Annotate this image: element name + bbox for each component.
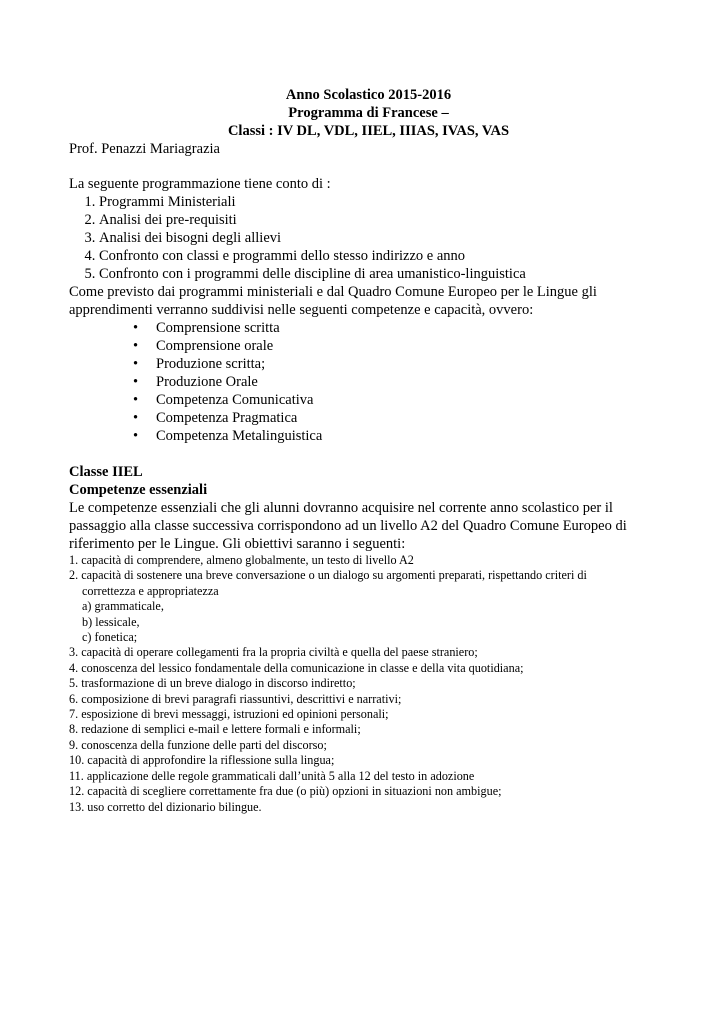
list-item: 3. Analisi dei bisogni degli allievi (99, 229, 669, 247)
list-item-label: Produzione Orale (156, 374, 258, 390)
objective-item: 1. capacità di comprendere, almeno globalmente, un testo di livello A2 (69, 553, 414, 567)
competences-intro-line: apprendimenti verranno suddivisi nelle seguenti competenze e capacità, ovvero: (69, 302, 534, 318)
objective-subitem: a) grammaticale, (82, 599, 164, 614)
list-item-label: Competenza Metalinguistica (156, 428, 323, 444)
list-item (133, 391, 669, 409)
program-heading: Programma di Francese – (288, 105, 449, 121)
objective-item: 11. applicazione delle regole grammaticali dall’unità 5 alla 12 del testo in adozione (69, 768, 475, 783)
teacher-name: Prof. Penazzi Mariagrazia (69, 141, 220, 157)
objective-item: 9. conoscenza della funzione delle parti del discorso; (69, 737, 327, 752)
objective-item: 8. redazione di semplici e-mail e lettere formali e informali; (69, 722, 361, 737)
bullet-icon: • (133, 428, 139, 444)
objective-item: 7. esposizione di brevi messaggi, istruzioni ed opinioni personali; (69, 707, 389, 722)
section-title: Competenze essenziali (69, 482, 208, 498)
bullet-icon: • (133, 356, 139, 372)
list-item: 5. Confronto con i programmi delle discipline di area umanistico-linguistica (99, 265, 669, 283)
criteria-list (69, 193, 669, 283)
list-item: 1. Programmi Ministeriali (99, 193, 669, 211)
list-item (133, 427, 669, 445)
document-body (69, 140, 669, 815)
class-title: Classe IIEL (69, 464, 143, 480)
objective-item: 3. capacità di operare collegamenti fra la propria civiltà e quella del paese straniero; (69, 645, 478, 660)
competences-list (69, 319, 669, 445)
document-header (0, 86, 725, 140)
competences-intro-line: Come previsto dai programmi ministeriali e dal Quadro Comune Europeo per le Lingue gli (69, 284, 597, 300)
school-year-heading: Anno Scolastico 2015-2016 (285, 87, 452, 103)
objective-subitem: c) fonetica; (82, 630, 138, 645)
bullet-icon: • (133, 338, 139, 354)
list-item: 2. Analisi dei pre-requisiti (99, 211, 669, 229)
bullet-icon: • (133, 320, 139, 336)
objective-item-continuation: correttezza e appropriatezza (82, 583, 219, 598)
list-item (133, 337, 669, 355)
classes-heading: Classi : IV DL, VDL, IIEL, IIIAS, IVAS, VAS (227, 123, 510, 139)
objective-item: 13. uso corretto del dizionario bilingue. (69, 799, 262, 814)
section-text-line: Le competenze essenziali che gli alunni dovranno acquisire nel corrente anno scolastico per il (69, 500, 613, 516)
objective-item: 4. conoscenza del lessico fondamentale della comunicazione in classe e della vita quotidiana; (69, 660, 524, 675)
bullet-icon: • (133, 410, 139, 426)
objective-subitem: b) lessicale, (82, 614, 140, 629)
list-item (133, 373, 669, 391)
list-item (133, 409, 669, 427)
bullet-icon: • (133, 374, 139, 390)
list-item-label: Competenza Comunicativa (156, 392, 314, 408)
list-item-label: Comprensione orale (156, 338, 274, 354)
objective-item: 12. capacità di scegliere correttamente fra due (o più) opzioni in situazioni non ambigue; (69, 784, 502, 799)
bullet-icon: • (133, 392, 139, 408)
list-item: 4. Confronto con classi e programmi dello stesso indirizzo e anno (99, 247, 669, 265)
section-text-line: passaggio alla classe successiva corrispondono ad un livello A2 del Quadro Comune Europeo di (69, 518, 627, 534)
objectives-list (69, 553, 669, 815)
list-item-label: Competenza Pragmatica (156, 410, 298, 426)
objective-item: 10. capacità di approfondire la riflessione sulla lingua; (69, 753, 335, 768)
list-item (133, 355, 669, 373)
objective-item: 2. capacità di sostenere una breve conversazione o un dialogo su argomenti preparati, rispettando criteri di (69, 568, 587, 583)
list-item-label: Comprensione scritta (156, 320, 280, 336)
section-text-line: riferimento per le Lingue. Gli obiettivi saranno i seguenti: (69, 536, 406, 552)
objective-item: 6. composizione di brevi paragrafi riassuntivi, descrittivi e narrativi; (69, 691, 402, 706)
list-item-label: Produzione scritta; (156, 356, 266, 372)
intro-text: La seguente programmazione tiene conto di : (69, 176, 331, 192)
objective-item: 5. trasformazione di un breve dialogo in discorso indiretto; (69, 676, 356, 691)
list-item (133, 319, 669, 337)
